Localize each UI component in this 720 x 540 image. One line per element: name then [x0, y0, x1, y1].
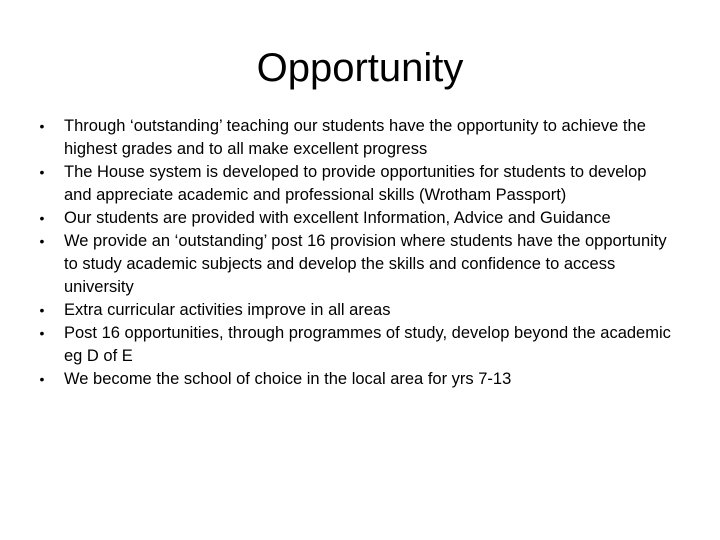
bullet-item — [36, 161, 676, 207]
bullet-dot-icon: • — [39, 118, 45, 134]
bullet-item — [36, 230, 676, 299]
bullet-dot-icon: • — [39, 210, 45, 226]
bullet-dot-icon: • — [39, 371, 45, 387]
bullet-item — [36, 322, 676, 368]
bullet-item — [36, 368, 676, 391]
bullet-text: We become the school of choice in the local area for yrs 7-13 — [64, 370, 512, 388]
bullet-text: Through ‘outstanding’ teaching our students have the opportunity to achieve the highest grades and to all make excellent progress — [64, 117, 646, 158]
bullet-dot-icon: • — [39, 325, 45, 341]
bullet-text: Post 16 opportunities, through programmes of study, develop beyond the academic eg D of E — [64, 324, 671, 365]
bullet-list — [36, 115, 676, 391]
bullet-text: Our students are provided with excellent Information, Advice and Guidance — [64, 209, 611, 227]
bullet-item — [36, 115, 676, 161]
bullet-dot-icon: • — [39, 164, 45, 180]
bullet-text: We provide an ‘outstanding’ post 16 provision where students have the opportunity to study academic subjects and develop the skills and confidence to access university — [64, 232, 667, 296]
bullet-text: Extra curricular activities improve in all areas — [64, 301, 391, 319]
bullet-dot-icon: • — [39, 233, 45, 249]
bullet-text: The House system is developed to provide opportunities for students to develop and appreciate academic and professional skills (Wrotham Passport) — [64, 163, 647, 204]
bullet-item — [36, 207, 676, 230]
bullet-dot-icon: • — [39, 302, 45, 318]
slide-title: Opportunity — [256, 46, 464, 90]
bullet-item — [36, 299, 676, 322]
